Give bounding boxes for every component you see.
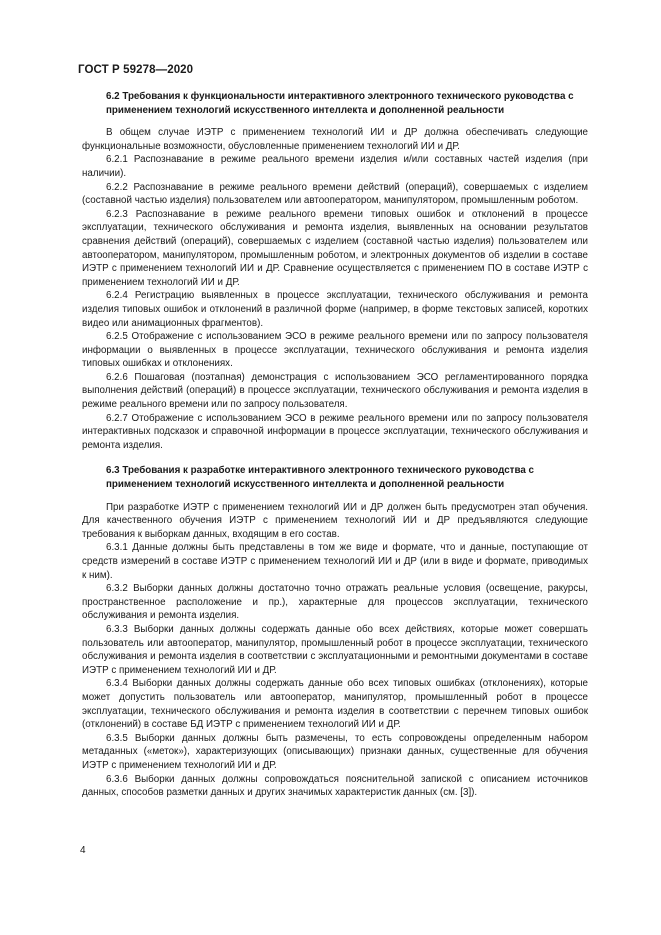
page-content [82,90,588,800]
paragraph-6-3-intro: При разработке ИЭТР с применением технологий ИИ и ДР должен быть предусмотрен этап обучения. Для качественного обучения ИЭТР с применением технологий ИИ и ДР предъявляются следующие требования к выборкам данных, входящим в его состав. [82,501,588,540]
paragraph-6-3-4: 6.3.4 Выборки данных должны содержать данные обо всех типовых ошибках (отклонениях), которые может допустить пользователь или автооператор, манипулятор, промышленный робот в процессе эксплуатации, технического обслуживания и ремонта изделия в соответствии с перечнем типовых ошибок (отклонений) в составе БД ИЭТР с применением технологий ИИ и ДР. [82,678,588,731]
paragraph-6-2-6: 6.2.6 Пошаговая (поэтапная) демонстрация с использованием ЭСО регламентированного порядка выполнения действий (операций) в процессе эксплуатации, технического обслуживания и ремонта изделия в режиме реального времени или по запросу пользователя. [82,371,588,411]
paragraph-6-2-5: 6.2.5 Отображение с использованием ЭСО в режиме реального времени или по запросу пользователя информации о выявленных в процессе эксплуатации, технического обслуживания и ремонта изделия типовых ошибках и отклонениях. [82,331,588,370]
paragraph-6-3-6: 6.3.6 Выборки данных должны сопровождаться пояснительной запиской с описанием источников данных, способов разметки данных и других значимых характеристик данных (см. [3]). [82,773,588,799]
section-gap [82,117,588,126]
section-title-6-2: 6.2 Требования к функциональности интерактивного электронного технического руководства с применением технологий искусственного интеллекта и дополненной реальности [106,91,574,116]
paragraph-6-3-5: 6.3.5 Выборки данных должны быть размечены, то есть сопровождены определенным набором метаданных («меток»), характеризующих (описывающих) признаки данных, существенные для обучения ИЭТР с применением технологий ИИ и ДР. [82,732,588,771]
paragraph-6-2-intro: В общем случае ИЭТР с применением технологий ИИ и ДР должна обеспечивать следующие функциональные возможности, обусловленные применением технологий ИИ и ДР. [82,127,588,152]
paragraph-6-3-1: 6.3.1 Данные должны быть представлены в том же виде и формате, что и данные, поступающие от средств измерений в составе ИЭТР с применением технологий ИИ и ДР (или в виде и формате, приводимых к ним). [82,542,588,581]
paragraph-6-2-1: 6.2.1 Распознавание в режиме реального времени изделия и/или составных частей изделия (при наличии). [82,154,588,179]
paragraph-6-2-7: 6.2.7 Отображение с использованием ЭСО в режиме реального времени или по запросу пользователя интерактивных подсказок и справочной информации в процессе эксплуатации, технического обслуживания и ремонта изделия. [82,412,588,451]
document-code-header: ГОСТ Р 59278—2020 [78,64,194,76]
paragraph-6-3-2: 6.3.2 Выборки данных должны достаточно точно отражать реальные условия (освещение, ракурсы, пространственное расположение и пр.), характерные для процессов эксплуатации, технического обслуживания и ремонта изделия. [82,583,588,622]
paragraph-6-2-3: 6.2.3 Распознавание в режиме реального времени типовых ошибок и отклонений в процессе эксплуатации, технического обслуживания и ремонта изделия, выявленных на основании результатов сравнения действий (операций), совершаемых с изделием (составной частью изделия) пользователем или автооператором, манипулятором, промышленным роботом, и электронных документов об изделии в составе ИЭТР с применением технологий ИИ и ДР. Сравнение осуществляется с применением ПО в составе ИЭТР с применением технологий ИИ и ДР. [82,208,588,288]
section-title-6-3: 6.3 Требования к разработке интерактивного электронного технического руководства с применением технологий искусственного интеллекта и дополненной реальности [106,465,534,491]
page-number: 4 [80,845,86,856]
section-gap [82,492,588,501]
paragraph-6-3-3: 6.3.3 Выборки данных должны содержать данные обо всех действиях, которые может совершать пользователь или автооператор, манипулятор, промышленный робот в процессе эксплуатации, технического обслуживания и ремонта изделия в соответствии с эксплуатационными и ремонтными документами в составе ИЭТР с применением технологий ИИ и ДР. [82,623,588,676]
paragraph-6-2-2: 6.2.2 Распознавание в режиме реального времени действий (операций), совершаемых с изделием (составной частью изделия) пользователем или автооператором, манипулятором, промышленным роботом. [82,181,588,207]
paragraph-6-2-4: 6.2.4 Регистрацию выявленных в процессе эксплуатации, технического обслуживания и ремонта изделия типовых ошибок и отклонений в различной форме (например, в форме текстовых записей, коротких видео или анимационных фрагментов). [82,290,588,329]
